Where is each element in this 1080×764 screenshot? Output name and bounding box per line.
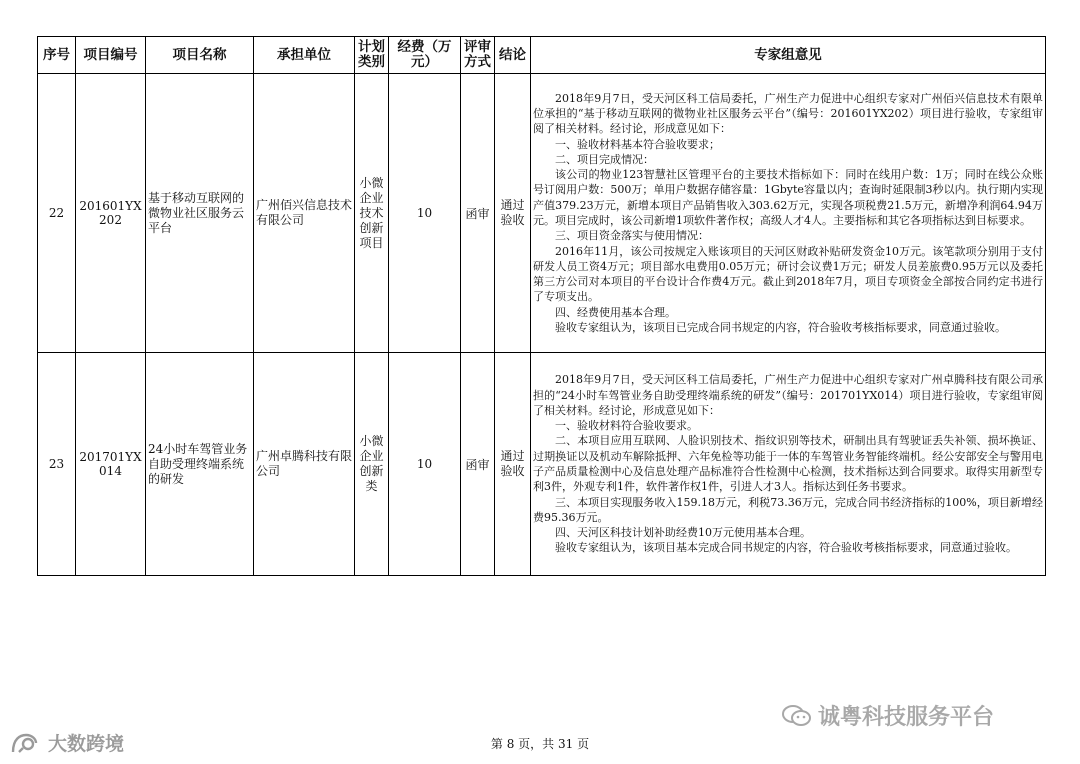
header-conclusion: 结论 bbox=[495, 37, 531, 74]
watermark-left-text: 大数跨境 bbox=[48, 733, 125, 755]
opinion-paragraph: 验收专家组认为，该项目已完成合同书规定的内容，符合验收考核指标要求，同意通过验收。 bbox=[555, 321, 1006, 335]
row-funding: 10 bbox=[389, 74, 461, 353]
row-review-mode: 函审 bbox=[461, 74, 495, 353]
row-project-name: 基于移动互联网的微物业社区服务云平台 bbox=[146, 74, 254, 353]
page-number: 第 8 页，共 31 页 bbox=[490, 737, 590, 751]
opinion-paragraph: 该公司的物业123智慧社区管理平台的主要技术指标如下：同时在线用户数：1万；同时在线公众账号订阅用户数：500万；单用户数据存储容量：1Gbyte容量以内；查询时延限制3秒以内。执行期内实现产值379.23万元，新增本项目产品销售收入303.62万元，实现各项税费21.5万元，新增净利润64.94万元。项目完成时，该公司新增1项软件著作权；高级人才4人。主要指标和其它各项指标达到目标要求。 bbox=[533, 168, 1043, 227]
row-funding: 10 bbox=[389, 353, 461, 576]
row-code: 201701YX014 bbox=[76, 353, 146, 576]
header-seq: 序号 bbox=[38, 37, 76, 74]
opinion-paragraph: 三、本项目实现服务收入159.18万元，利税73.36万元，完成合同书经济指标的100%，项目新增经费95.36万元。 bbox=[533, 495, 1043, 524]
header-plan-type: 计划类别 bbox=[355, 37, 389, 74]
row-conclusion: 通过验收 bbox=[495, 74, 531, 353]
row-unit: 广州佰兴信息技术有限公司 bbox=[254, 74, 355, 353]
row-conclusion: 通过验收 bbox=[495, 353, 531, 576]
opinion-paragraph: 2018年9月7日，受天河区科工信局委托，广州生产力促进中心组织专家对广州佰兴信息技术有限单位承担的“基于移动互联网的微物业社区服务云平台”（编号：201601YX202）项目进行验收，专家组审阅了相关材料。经讨论，形成意见如下： bbox=[533, 91, 1043, 136]
header-opinion: 专家组意见 bbox=[531, 37, 1046, 74]
row-review-mode: 函审 bbox=[461, 353, 495, 576]
watermark-right-text: 诚粤科技服务平台 bbox=[818, 705, 995, 730]
opinion-paragraph: 2018年9月7日，受天河区科工信局委托，广州生产力促进中心组织专家对广州卓腾科技有限公司承担的“24小时车驾管业务自助受理终端系统的研发”（编号：201701YX014）项目进行验收，专家组审阅了相关材料。经讨论，形成意见如下： bbox=[533, 373, 1043, 417]
opinion-paragraph: 2016年11月，该公司按规定入账该项目的天河区财政补贴研发资金10万元。该笔款项分别用于支付研发人员工资4万元；项目部水电费用0.05万元；研讨会议费1万元；研发人员差旅费0.95万元以及委托第三方公司对本项目的平台设计合作费4万元。截止到2018年7月，项目专项资金全部按合同约定书进行了专项支出。 bbox=[533, 244, 1043, 304]
row-seq: 23 bbox=[38, 353, 76, 576]
row-expert-opinion bbox=[531, 353, 1046, 576]
header-name: 项目名称 bbox=[146, 37, 254, 74]
watermark-wechat bbox=[782, 700, 994, 731]
header-unit: 承担单位 bbox=[254, 37, 355, 74]
opinion-paragraph: 一、验收材料基本符合验收要求； bbox=[555, 137, 720, 151]
row-expert-opinion bbox=[531, 74, 1046, 353]
table-row bbox=[38, 74, 1046, 353]
row-project-name: 24小时车驾管业务自助受理终端系统的研发 bbox=[146, 353, 254, 576]
opinion-paragraph: 四、天河区科技计划补助经费10万元使用基本合理。 bbox=[555, 526, 811, 540]
opinion-paragraph: 二、项目完成情况： bbox=[555, 152, 654, 166]
table-row bbox=[38, 353, 1046, 576]
logo-icon bbox=[10, 731, 44, 755]
opinion-paragraph: 一、验收材料符合验收要求。 bbox=[555, 419, 698, 433]
wechat-icon bbox=[782, 704, 812, 728]
row-code: 201601YX202 bbox=[76, 74, 146, 353]
opinion-paragraph: 四、经费使用基本合理。 bbox=[555, 305, 676, 319]
row-plan-type: 小微企业创新类 bbox=[355, 353, 389, 576]
acceptance-table bbox=[37, 36, 1046, 576]
table-header-row bbox=[38, 37, 1046, 74]
watermark-bigdata bbox=[10, 729, 124, 756]
row-seq: 22 bbox=[38, 74, 76, 353]
row-unit: 广州卓腾科技有限公司 bbox=[254, 353, 355, 576]
opinion-paragraph: 三、项目资金落实与使用情况： bbox=[555, 229, 709, 243]
header-funding: 经费（万元） bbox=[389, 37, 461, 74]
opinion-paragraph: 验收专家组认为，该项目基本完成合同书规定的内容，符合验收考核指标要求，同意通过验收。 bbox=[555, 541, 1017, 555]
header-code: 项目编号 bbox=[76, 37, 146, 74]
opinion-paragraph: 二、本项目应用互联网、人脸识别技术、指纹识别等技术，研制出具有驾驶证丢失补领、损坏换证、过期换证以及机动车解除抵押、六年免检等功能于一体的车驾管业务智能终端机。经公安部安全与警用电子产品质量检测中心及信息处理产品标准符合性检测中心检测，技术指标达到合同要求。取得实用新型专利3件，外观专利1件，软件著作权1件，引进人才3人。指标达到任务书要求。 bbox=[533, 434, 1043, 494]
row-plan-type: 小微企业技术创新项目 bbox=[355, 74, 389, 353]
header-review-mode: 评审方式 bbox=[461, 37, 495, 74]
